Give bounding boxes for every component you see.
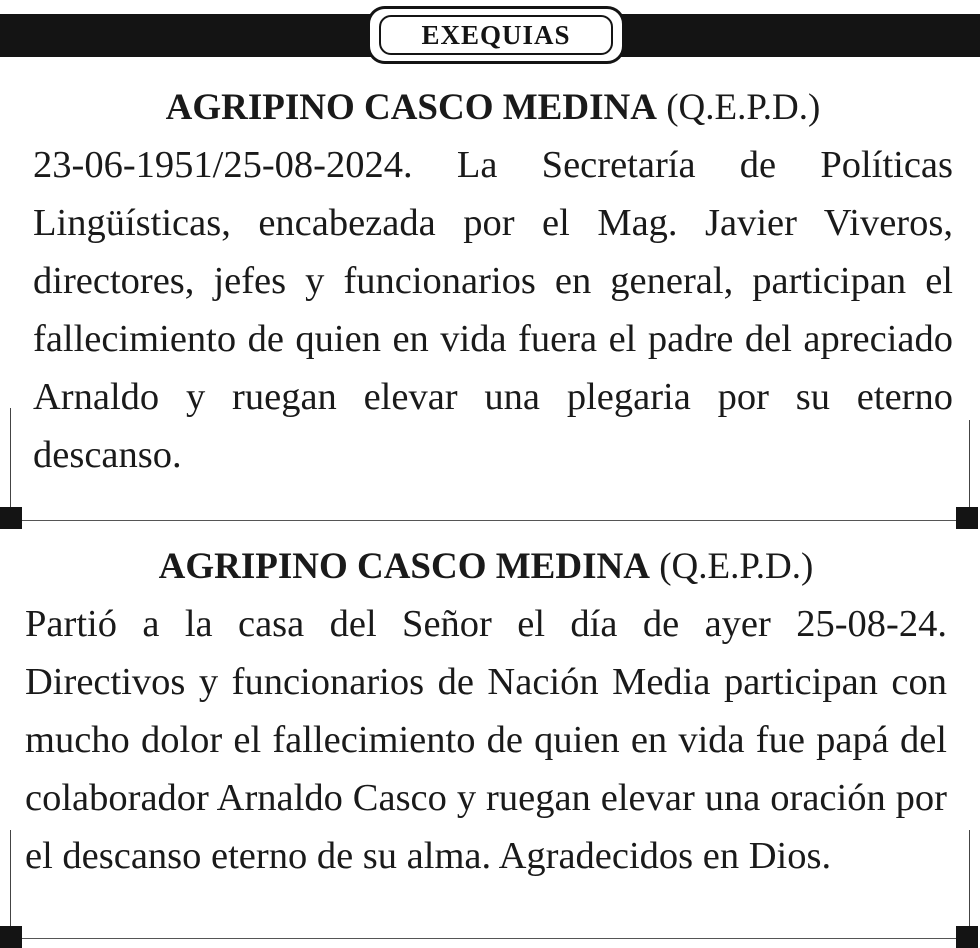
frame-left-line-bottom [10,830,11,930]
corner-mark-bottom-right [956,926,978,948]
qepd-tag: (Q.E.P.D.) [659,546,814,587]
deceased-name: AGRIPINO CASCO MEDINA [158,546,650,587]
obituary-notice-2 [25,539,947,885]
corner-mark-right [956,507,978,529]
section-badge-inner [379,15,613,55]
corner-mark-bottom-left [0,926,22,948]
section-label: EXEQUIAS [421,19,571,50]
corner-mark-left [0,507,22,529]
frame-right-line-bottom [969,830,970,930]
qepd-tag: (Q.E.P.D.) [666,87,821,128]
separator-line [22,520,956,521]
notice-body: Partió a la casa del Señor el día de ayer 25-08-24. Directivos y funcionarios de Nación Media participan con mucho dolor el fallecimiento de quien en vida fue papá del colaborador Arnaldo Casco y ruegan elevar una oración por el descanso eterno de su alma. Agradecidos en Dios. [25,603,947,877]
obituary-notice-1 [33,80,953,484]
notice-title [25,539,947,595]
bottom-line [22,938,956,939]
frame-left-line [10,408,11,516]
frame-right-line [969,420,970,516]
section-badge [367,6,625,64]
deceased-name: AGRIPINO CASCO MEDINA [165,87,657,128]
notice-body: 23-06-1951/25-08-2024. La Secretaría de Políticas Lingüísticas, encabezada por el Mag. Javier Viveros, directores, jefes y funcionarios en general, participan el fallecimiento de quien en vida fuera el padre del apreciado Arnaldo y ruegan elevar una plegaria por su eterno descanso. [33,144,953,476]
notice-title [33,80,953,136]
